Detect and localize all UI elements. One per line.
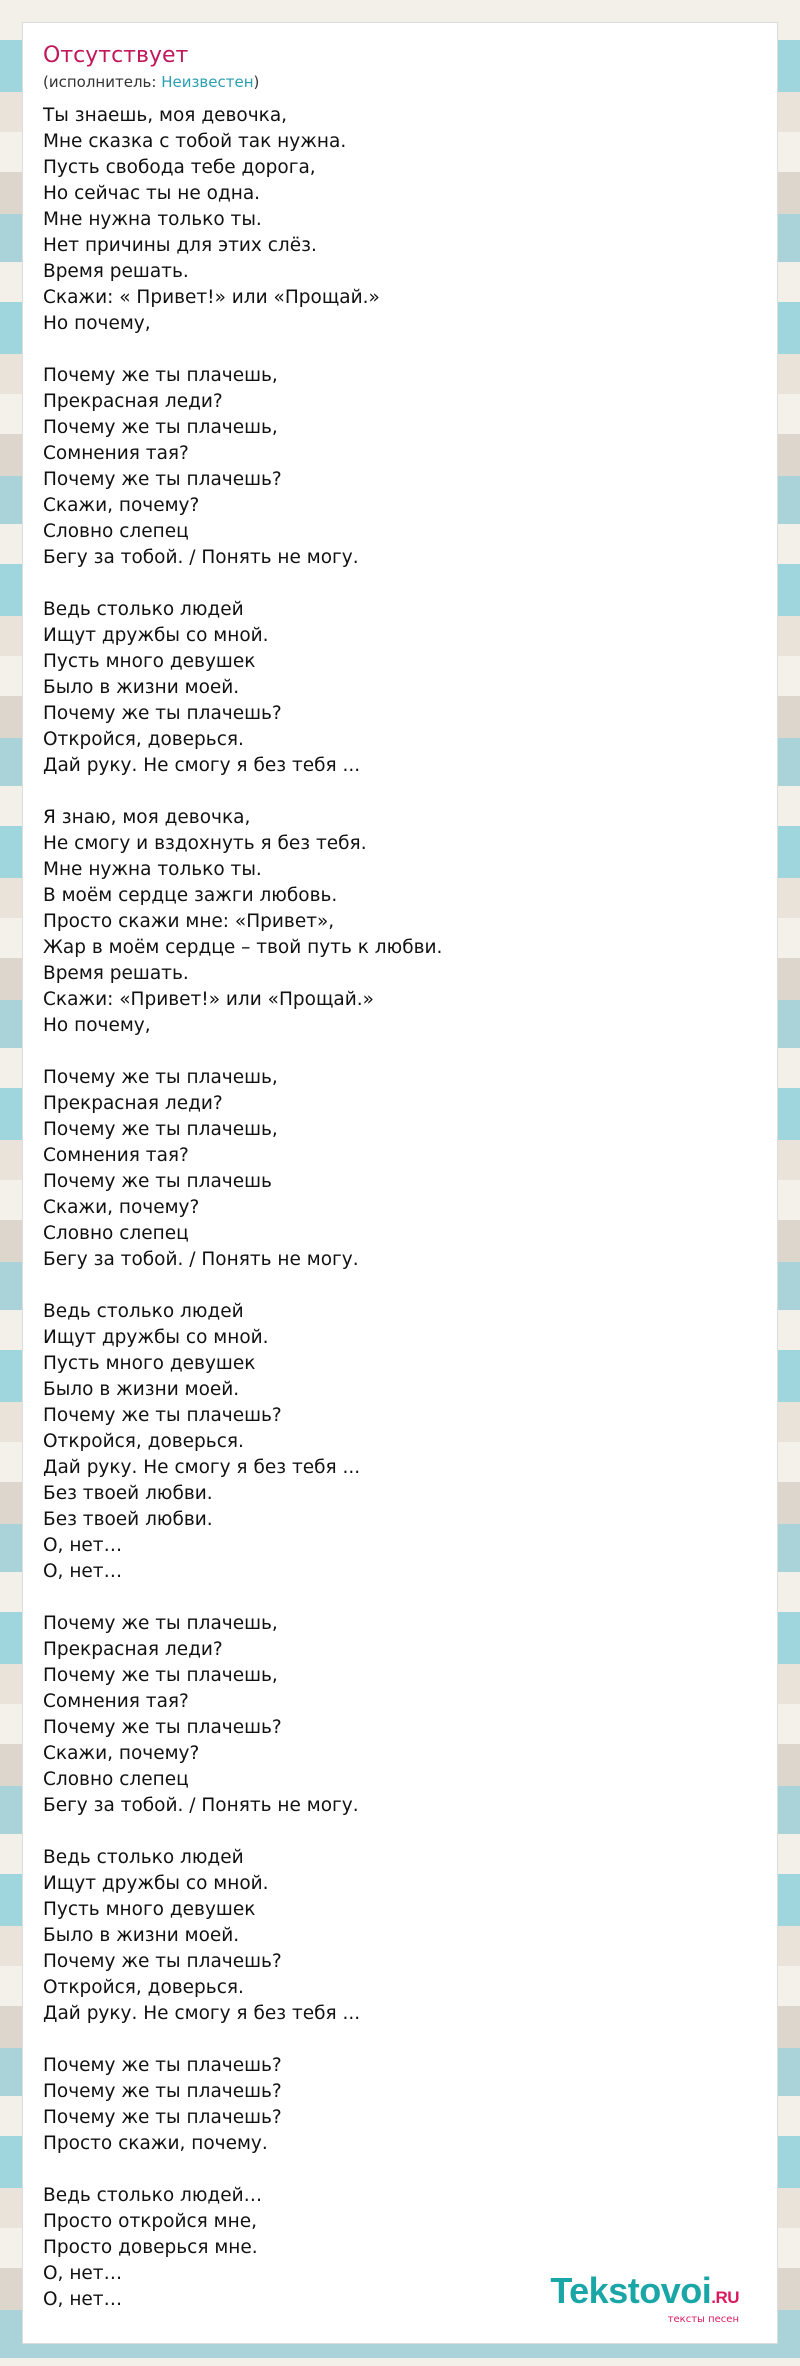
lyric-line: Пусть много девушек xyxy=(43,1353,256,1374)
lyric-line: Но сейчас ты не одна. xyxy=(43,183,261,204)
lyric-line: Бегу за тобой. / Понять не могу. xyxy=(43,547,359,568)
lyric-line: Откройся, доверься. xyxy=(43,1977,244,1998)
lyric-line: Скажи, почему? xyxy=(43,495,200,516)
lyric-line: Почему же ты плачешь? xyxy=(43,1717,282,1738)
lyric-line: Было в жизни моей. xyxy=(43,1925,240,1946)
lyric-line: Но почему, xyxy=(43,313,151,334)
lyric-line: О, нет… xyxy=(43,2263,123,2284)
stanza-break xyxy=(43,337,763,363)
lyric-line: Бегу за тобой. / Понять не могу. xyxy=(43,1795,359,1816)
lyric-line: Просто доверься мне. xyxy=(43,2237,258,2258)
artist-link[interactable]: Неизвестен xyxy=(161,73,254,91)
lyric-line: Почему же ты плачешь, xyxy=(43,365,278,386)
lyric-line: Словно слепец xyxy=(43,1223,189,1244)
lyric-line: Почему же ты плачешь? xyxy=(43,703,282,724)
lyric-line: Сомнения тая? xyxy=(43,443,189,464)
lyric-line: Ты знаешь, моя девочка, xyxy=(43,105,288,126)
artist-suffix: ) xyxy=(253,73,260,91)
logo-main-text: Tekstovoi xyxy=(550,2270,712,2311)
lyrics-card xyxy=(22,22,778,2344)
lyric-line: Просто откройся мне, xyxy=(43,2211,257,2232)
lyric-line: Почему же ты плачешь, xyxy=(43,1119,278,1140)
lyric-line: Дай руку. Не смогу я без тебя ... xyxy=(43,755,361,776)
lyric-line: О, нет… xyxy=(43,1535,123,1556)
site-logo[interactable] xyxy=(550,2270,739,2325)
artist-prefix: (исполнитель: xyxy=(43,73,162,91)
stanza-break xyxy=(43,779,763,805)
stanza-break xyxy=(43,1039,763,1065)
lyric-line: Не смогу и вздохнуть я без тебя. xyxy=(43,833,367,854)
lyric-line: Словно слепец xyxy=(43,521,189,542)
lyric-line: Прекрасная леди? xyxy=(43,391,223,412)
lyric-line: Почему же ты плачешь, xyxy=(43,1067,278,1088)
lyric-line: Откройся, доверься. xyxy=(43,729,244,750)
lyric-line: Почему же ты плачешь? xyxy=(43,1951,282,1972)
lyric-line: Сомнения тая? xyxy=(43,1691,189,1712)
lyric-line: Ведь столько людей… xyxy=(43,2185,263,2206)
lyric-line: Мне нужна только ты. xyxy=(43,859,262,880)
lyric-line: Просто скажи, почему. xyxy=(43,2133,268,2154)
lyric-line: Мне нужна только ты. xyxy=(43,209,262,230)
lyric-line: Время решать. xyxy=(43,261,189,282)
lyric-line: Сомнения тая? xyxy=(43,1145,189,1166)
lyric-line: Ищут дружбы со мной. xyxy=(43,1873,269,1894)
lyric-line: Просто скажи мне: «Привет», xyxy=(43,911,335,932)
lyric-line: Без твоей любви. xyxy=(43,1483,213,1504)
lyric-line: Но почему, xyxy=(43,1015,151,1036)
logo-tagline: тексты песен xyxy=(667,2314,739,2325)
lyric-line: В моём сердце зажги любовь. xyxy=(43,885,338,906)
lyric-line: Почему же ты плачешь? xyxy=(43,2081,282,2102)
lyric-line: Ведь столько людей xyxy=(43,1301,244,1322)
lyric-line: Скажи: «Привет!» или «Прощай.» xyxy=(43,989,374,1010)
lyric-line: Ведь столько людей xyxy=(43,599,244,620)
stanza-break xyxy=(43,1585,763,1611)
lyric-line: Нет причины для этих слёз. xyxy=(43,235,317,256)
song-title: Отсутствует xyxy=(43,43,189,68)
lyric-line: Пусть много девушек xyxy=(43,651,256,672)
lyric-line: Я знаю, моя девочка, xyxy=(43,807,251,828)
lyric-line: Скажи: « Привет!» или «Прощай.» xyxy=(43,287,380,308)
lyric-line: Ищут дружбы со мной. xyxy=(43,625,269,646)
stanza-break xyxy=(43,1273,763,1299)
lyric-line: Откройся, доверься. xyxy=(43,1431,244,1452)
lyric-line: Словно слепец xyxy=(43,1769,189,1790)
lyric-line: Пусть свобода тебе дорога, xyxy=(43,157,316,178)
artist-line xyxy=(43,73,259,91)
lyric-line: Скажи, почему? xyxy=(43,1197,200,1218)
lyric-line: Было в жизни моей. xyxy=(43,677,240,698)
lyric-line: Почему же ты плачешь, xyxy=(43,1613,278,1634)
lyric-line: Почему же ты плачешь, xyxy=(43,417,278,438)
lyrics-text xyxy=(43,103,763,2313)
logo-tld: .RU xyxy=(711,2288,739,2307)
lyric-line: Жар в моём сердце – твой путь к любви. xyxy=(43,937,443,958)
lyric-line: Прекрасная леди? xyxy=(43,1093,223,1114)
logo-wordmark xyxy=(550,2270,739,2316)
stanza-break xyxy=(43,571,763,597)
lyric-line: Бегу за тобой. / Понять не могу. xyxy=(43,1249,359,1270)
lyric-line: О, нет… xyxy=(43,1561,123,1582)
lyric-line: Почему же ты плачешь xyxy=(43,1171,272,1192)
lyric-line: Без твоей любви. xyxy=(43,1509,213,1530)
lyric-line: Почему же ты плачешь? xyxy=(43,469,282,490)
lyric-line: Ведь столько людей xyxy=(43,1847,244,1868)
lyric-line: Время решать. xyxy=(43,963,189,984)
lyric-line: Прекрасная леди? xyxy=(43,1639,223,1660)
lyric-line: О, нет… xyxy=(43,2289,123,2310)
stanza-break xyxy=(43,2157,763,2183)
lyric-line: Было в жизни моей. xyxy=(43,1379,240,1400)
lyric-line: Скажи, почему? xyxy=(43,1743,200,1764)
lyric-line: Пусть много девушек xyxy=(43,1899,256,1920)
stanza-break xyxy=(43,1819,763,1845)
lyric-line: Почему же ты плачешь? xyxy=(43,1405,282,1426)
lyric-line: Почему же ты плачешь? xyxy=(43,2055,282,2076)
lyric-line: Почему же ты плачешь? xyxy=(43,2107,282,2128)
lyric-line: Мне сказка с тобой так нужна. xyxy=(43,131,347,152)
lyric-line: Ищут дружбы со мной. xyxy=(43,1327,269,1348)
lyric-line: Дай руку. Не смогу я без тебя ... xyxy=(43,2003,361,2024)
lyric-line: Почему же ты плачешь, xyxy=(43,1665,278,1686)
lyric-line: Дай руку. Не смогу я без тебя ... xyxy=(43,1457,361,1478)
stanza-break xyxy=(43,2027,763,2053)
